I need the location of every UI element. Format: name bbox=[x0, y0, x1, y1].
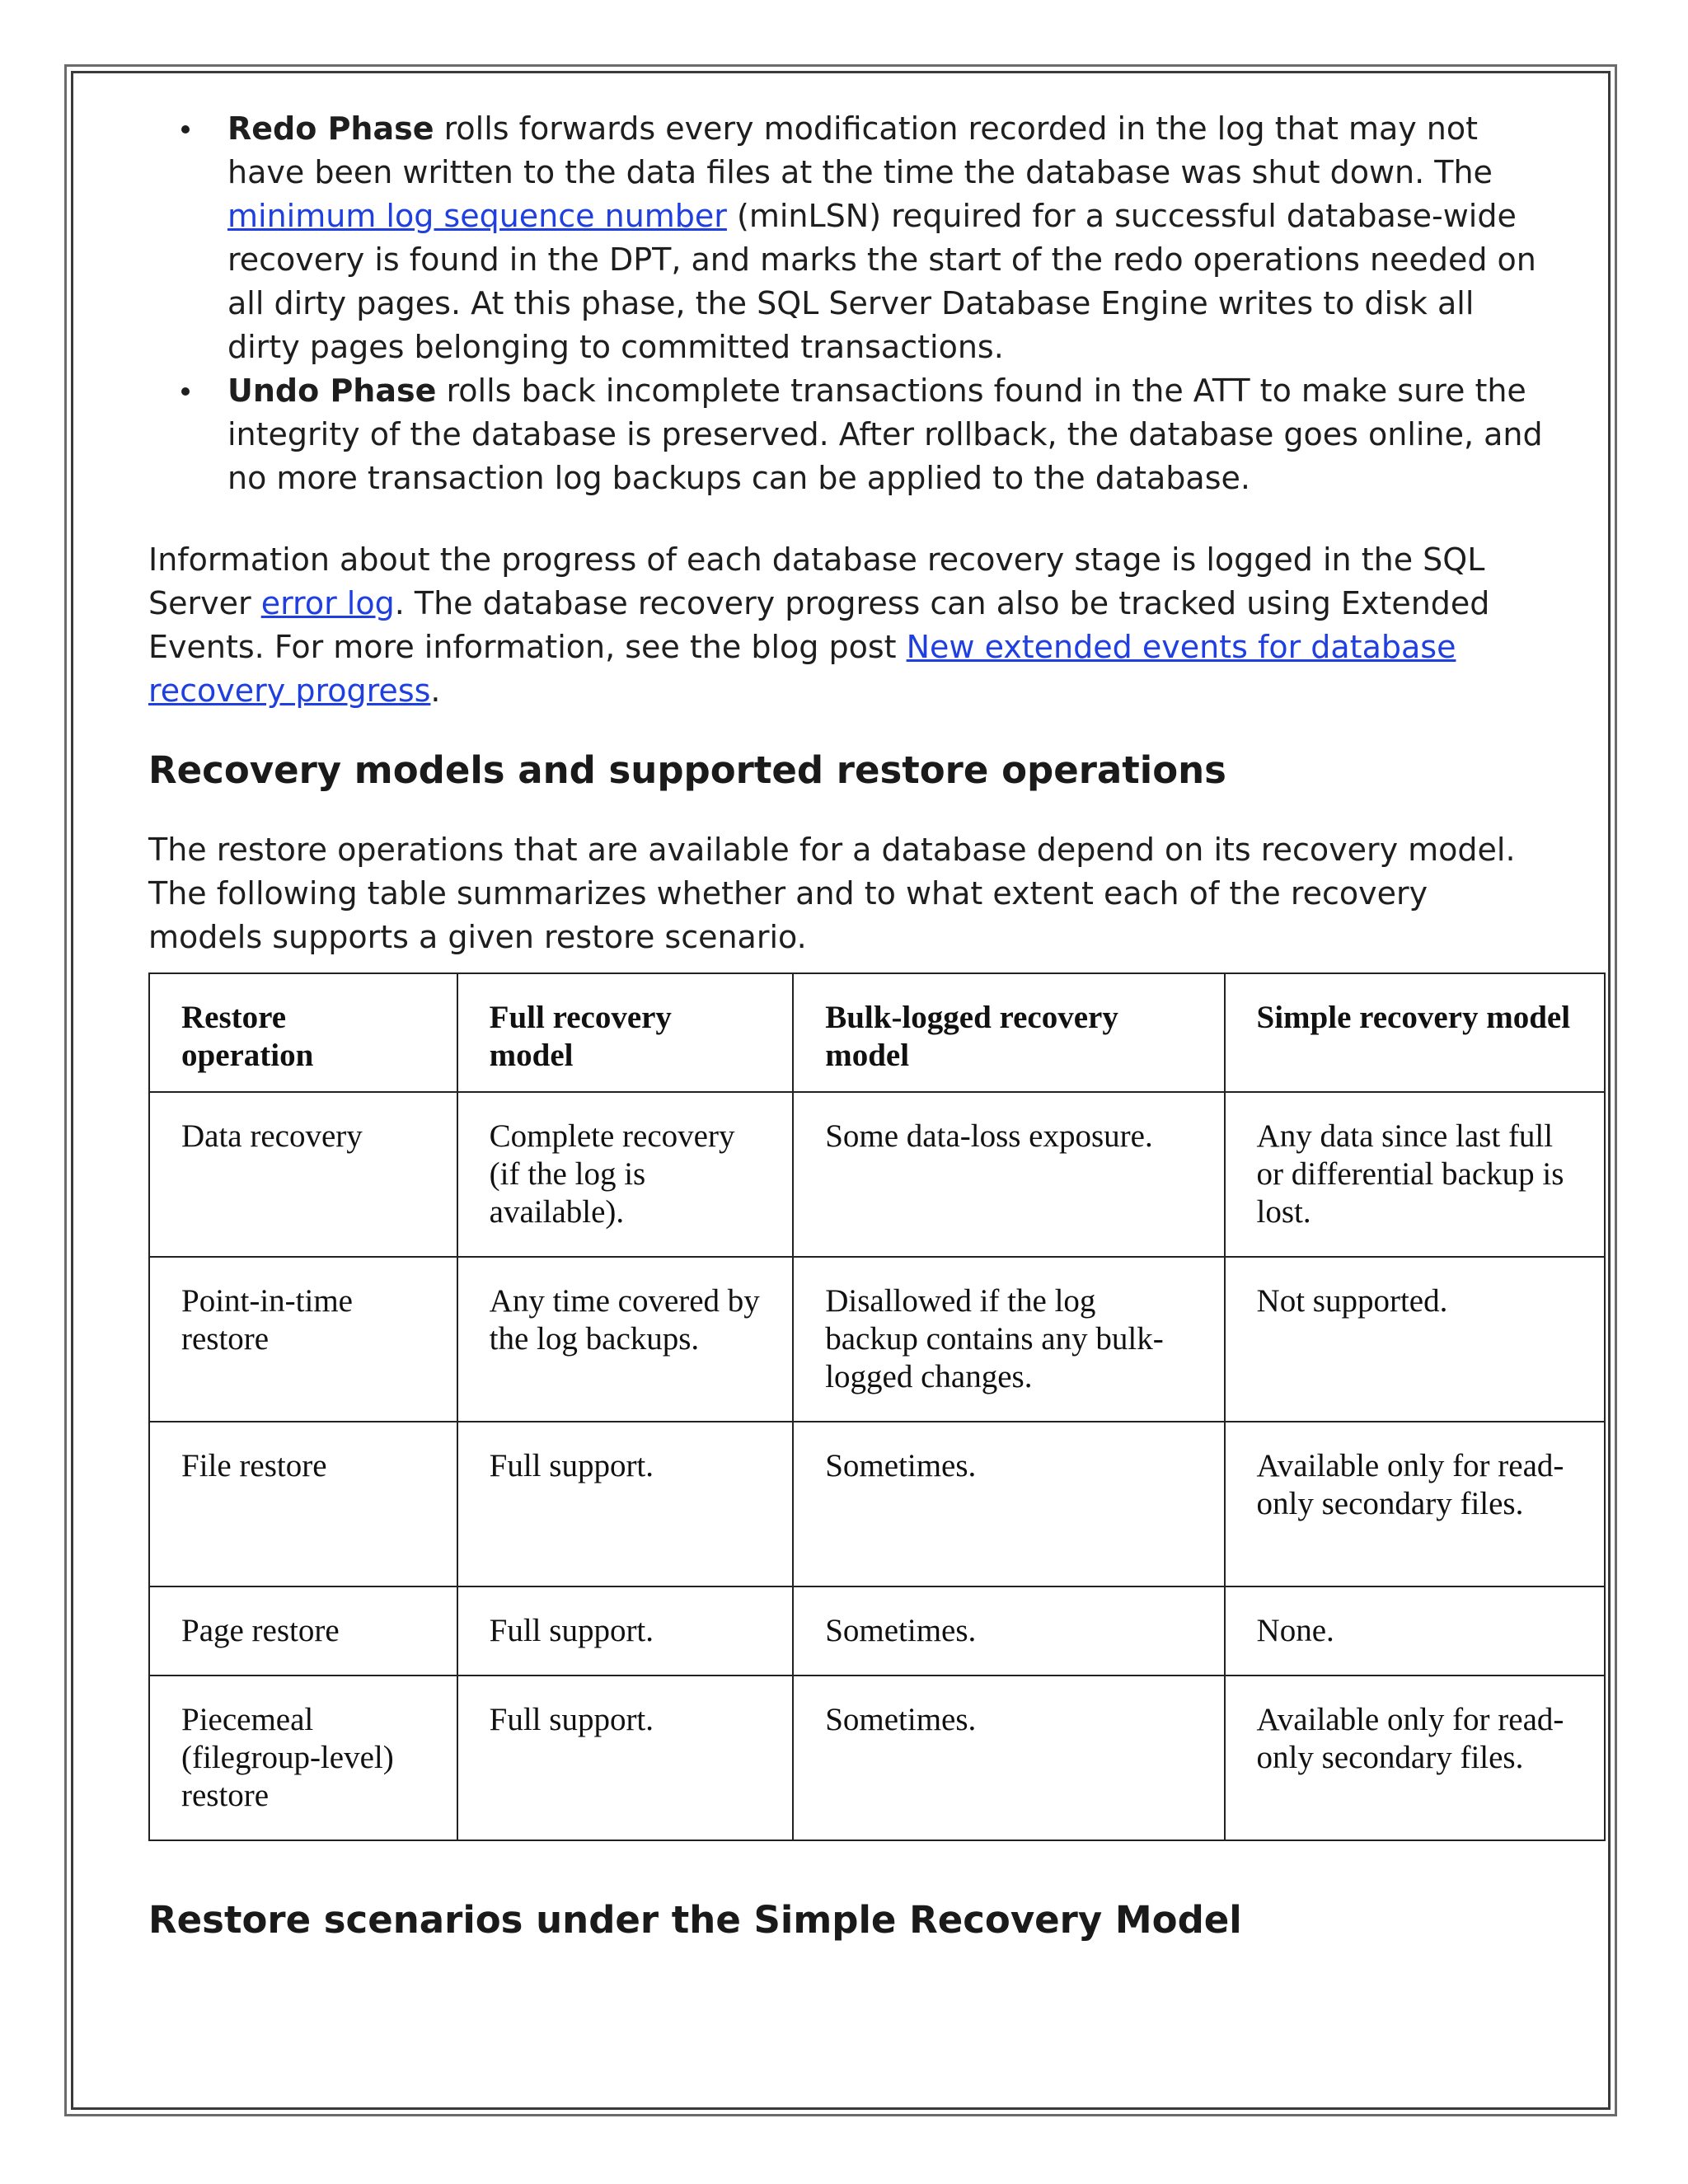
table-row bbox=[149, 1257, 1605, 1422]
info-text-b: . The database recovery progress can also be tracked using Extended Events. For more information, see the blog post bbox=[148, 585, 1490, 665]
restore-intro-paragraph: The restore operations that are available for a database depend on its recovery model. The following table summarizes whether and to what extent each of the recovery models supports a given restore scenario. bbox=[148, 832, 1516, 955]
redo-text-b: (minLSN) required for a successful database-wide recovery is found in the DPT, and marks the start of the redo operations needed on all dirty pages. At this phase, the SQL Server Database Engine writes to disk all dirty pages belonging to committed transactions. bbox=[227, 198, 1536, 365]
info-text-c: . bbox=[430, 673, 441, 709]
table-cell: Available only for read-only secondary files. bbox=[1225, 1422, 1605, 1586]
header-simple-recovery: Simple recovery model bbox=[1225, 973, 1605, 1092]
table-header-row bbox=[149, 973, 1605, 1092]
header-full-recovery: Full recovery model bbox=[457, 973, 794, 1092]
undo-text: rolls back incomplete transactions found in the ATT to make sure the integrity of the database is preserved. After rollback, the database goes online, and no more transaction log backups can be applied to the database. bbox=[227, 373, 1543, 496]
recovery-phase-list bbox=[148, 107, 1550, 500]
table-cell: Disallowed if the log backup contains any bulk-logged changes. bbox=[793, 1257, 1224, 1422]
bullet-icon bbox=[181, 387, 190, 396]
table-cell: Full support. bbox=[457, 1675, 794, 1840]
table-cell: Full support. bbox=[457, 1586, 794, 1675]
document-body bbox=[148, 107, 1550, 959]
table-cell: None. bbox=[1225, 1586, 1605, 1675]
section-heading-recovery-models: Recovery models and supported restore operations bbox=[148, 748, 1226, 792]
table-cell: Page restore bbox=[149, 1586, 457, 1675]
table-cell: Not supported. bbox=[1225, 1257, 1605, 1422]
table-row bbox=[149, 1422, 1605, 1586]
table-cell: Some data-loss exposure. bbox=[793, 1092, 1224, 1257]
redo-text-a: rolls forwards every modification recorded in the log that may not have been written to the data files at the time the database was shut down. The bbox=[227, 110, 1493, 190]
bottom-heading-wrapper bbox=[148, 1896, 1242, 1945]
term-redo-phase: Redo Phase bbox=[227, 110, 434, 147]
table-cell: Data recovery bbox=[149, 1092, 457, 1257]
table-cell: Any data since last full or differential backup is lost. bbox=[1225, 1092, 1605, 1257]
table-cell: Sometimes. bbox=[793, 1422, 1224, 1586]
link-minimum-log-sequence-number[interactable]: minimum log sequence number bbox=[227, 198, 727, 234]
list-item-undo-phase bbox=[148, 369, 1550, 500]
table-row bbox=[149, 1092, 1605, 1257]
bullet-icon bbox=[181, 125, 190, 134]
restore-operations-table bbox=[148, 972, 1606, 1841]
section-heading-simple-recovery-scenarios: Restore scenarios under the Simple Recovery Model bbox=[148, 1898, 1242, 1942]
table-row bbox=[149, 1675, 1605, 1840]
table-cell: Available only for read-only secondary files. bbox=[1225, 1675, 1605, 1840]
table-cell: Sometimes. bbox=[793, 1675, 1224, 1840]
table-cell: Full support. bbox=[457, 1422, 794, 1586]
info-text-a: Information about the progress of each database recovery stage is logged in the SQL Server bbox=[148, 541, 1485, 621]
list-item-redo-phase bbox=[148, 107, 1550, 369]
header-bulk-logged-recovery: Bulk-logged recovery model bbox=[793, 973, 1224, 1092]
table-cell: Point-in-time restore bbox=[149, 1257, 457, 1422]
table-cell: Piecemeal (filegroup-level) restore bbox=[149, 1675, 457, 1840]
link-error-log[interactable]: error log bbox=[260, 585, 395, 621]
table-row bbox=[149, 1586, 1605, 1675]
table-cell: Any time covered by the log backups. bbox=[457, 1257, 794, 1422]
table-cell: Complete recovery (if the log is available). bbox=[457, 1092, 794, 1257]
recovery-progress-paragraph bbox=[148, 538, 1550, 713]
link-extended-events-blog[interactable]: New extended events for database recovery progress bbox=[148, 629, 1456, 709]
header-restore-operation: Restore operation bbox=[149, 973, 457, 1092]
table-cell: File restore bbox=[149, 1422, 457, 1586]
term-undo-phase: Undo Phase bbox=[227, 373, 437, 409]
table-cell: Sometimes. bbox=[793, 1586, 1224, 1675]
